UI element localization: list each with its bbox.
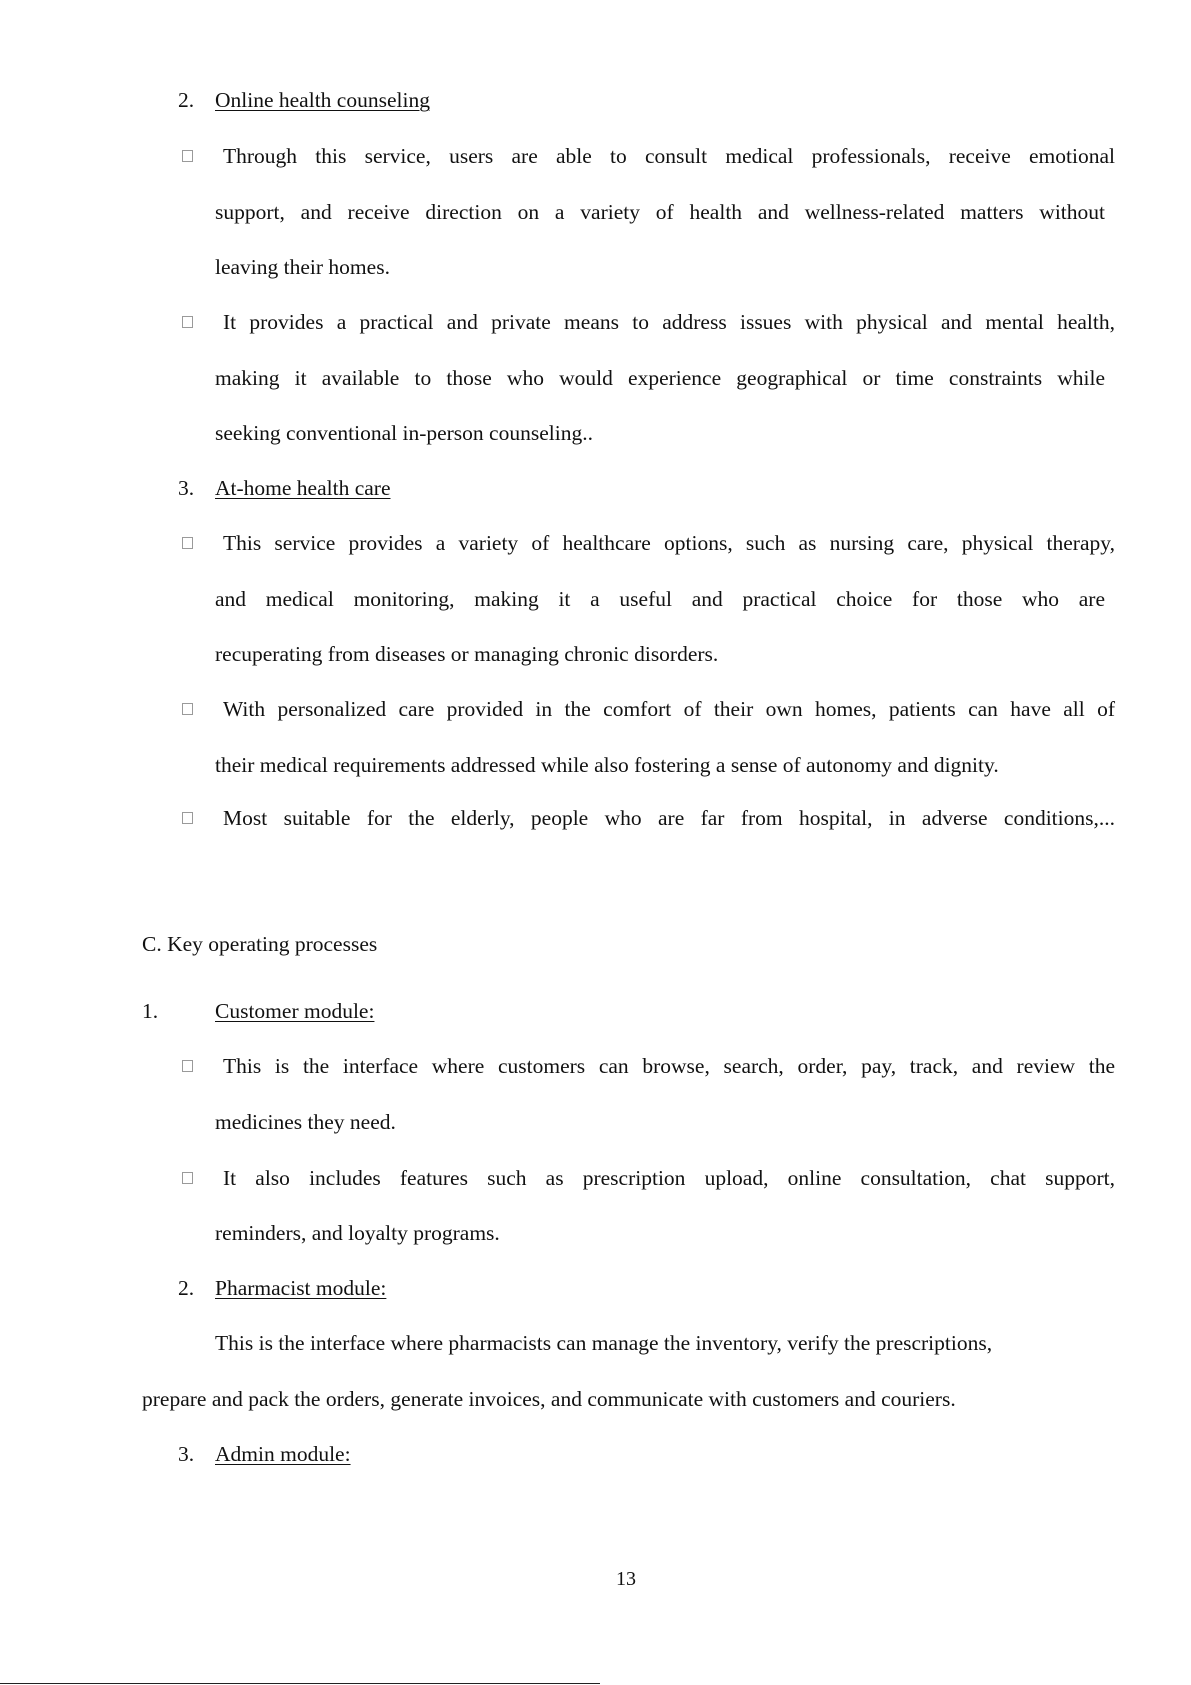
bullet-line: leaving their homes. [215, 255, 390, 279]
bullet-line: their medical requirements addressed while also fostering a sense of autonomy and dignity. [215, 753, 999, 777]
bullet-line: recuperating from diseases or managing chronic disorders. [215, 642, 719, 666]
list-number: 3. [178, 1442, 195, 1466]
bullet-line: support, and receive direction on a variety of health and wellness-related matters without [215, 200, 1105, 224]
paragraph-line: prepare and pack the orders, generate invoices, and communicate with customers and couriers. [142, 1387, 956, 1411]
item-heading-pharmacist-module: Pharmacist module: [215, 1276, 387, 1300]
bullet-line: With personalized care provided in the comfort of their own homes, patients can have all of [223, 697, 1115, 721]
bullet-line: It also includes features such as prescription upload, online consultation, chat support, [223, 1166, 1115, 1190]
bullet-line: and medical monitoring, making it a useful and practical choice for those who are [215, 587, 1105, 611]
checkbox-bullet-icon [182, 316, 193, 328]
item-heading-customer-module: Customer module: [215, 999, 375, 1023]
item-heading-admin-module: Admin module: [215, 1442, 351, 1466]
checkbox-bullet-icon [182, 1172, 193, 1184]
bullet-line: seeking conventional in-person counseling.. [215, 421, 593, 445]
list-number: 1. [142, 999, 159, 1023]
checkbox-bullet-icon [182, 812, 193, 824]
item-heading-online-health-counseling: Online health counseling [215, 88, 430, 112]
paragraph-line: This is the interface where pharmacists can manage the inventory, verify the prescriptions, [215, 1331, 993, 1355]
bullet-line: Most suitable for the elderly, people who are far from hospital, in adverse conditions,... [223, 806, 1115, 830]
list-number: 3. [178, 476, 195, 500]
item-heading-at-home-health-care: At-home health care [215, 476, 391, 500]
checkbox-bullet-icon [182, 1060, 193, 1072]
bullet-line: This is the interface where customers can browse, search, order, pay, track, and review the [223, 1054, 1115, 1078]
list-number: 2. [178, 88, 195, 112]
checkbox-bullet-icon [182, 537, 193, 549]
section-heading: C. Key operating processes [142, 932, 378, 956]
bullet-line: reminders, and loyalty programs. [215, 1221, 500, 1245]
checkbox-bullet-icon [182, 703, 193, 715]
checkbox-bullet-icon [182, 150, 193, 162]
bullet-line: Through this service, users are able to consult medical professionals, receive emotional [223, 144, 1115, 168]
footer-rule [0, 1683, 600, 1684]
bullet-line: This service provides a variety of healthcare options, such as nursing care, physical therapy, [223, 531, 1115, 555]
bullet-line: medicines they need. [215, 1110, 396, 1134]
list-number: 2. [178, 1276, 195, 1300]
bullet-line: making it available to those who would experience geographical or time constraints while [215, 366, 1105, 390]
page-number: 13 [616, 1568, 636, 1590]
bullet-line: It provides a practical and private means to address issues with physical and mental health, [223, 310, 1115, 334]
